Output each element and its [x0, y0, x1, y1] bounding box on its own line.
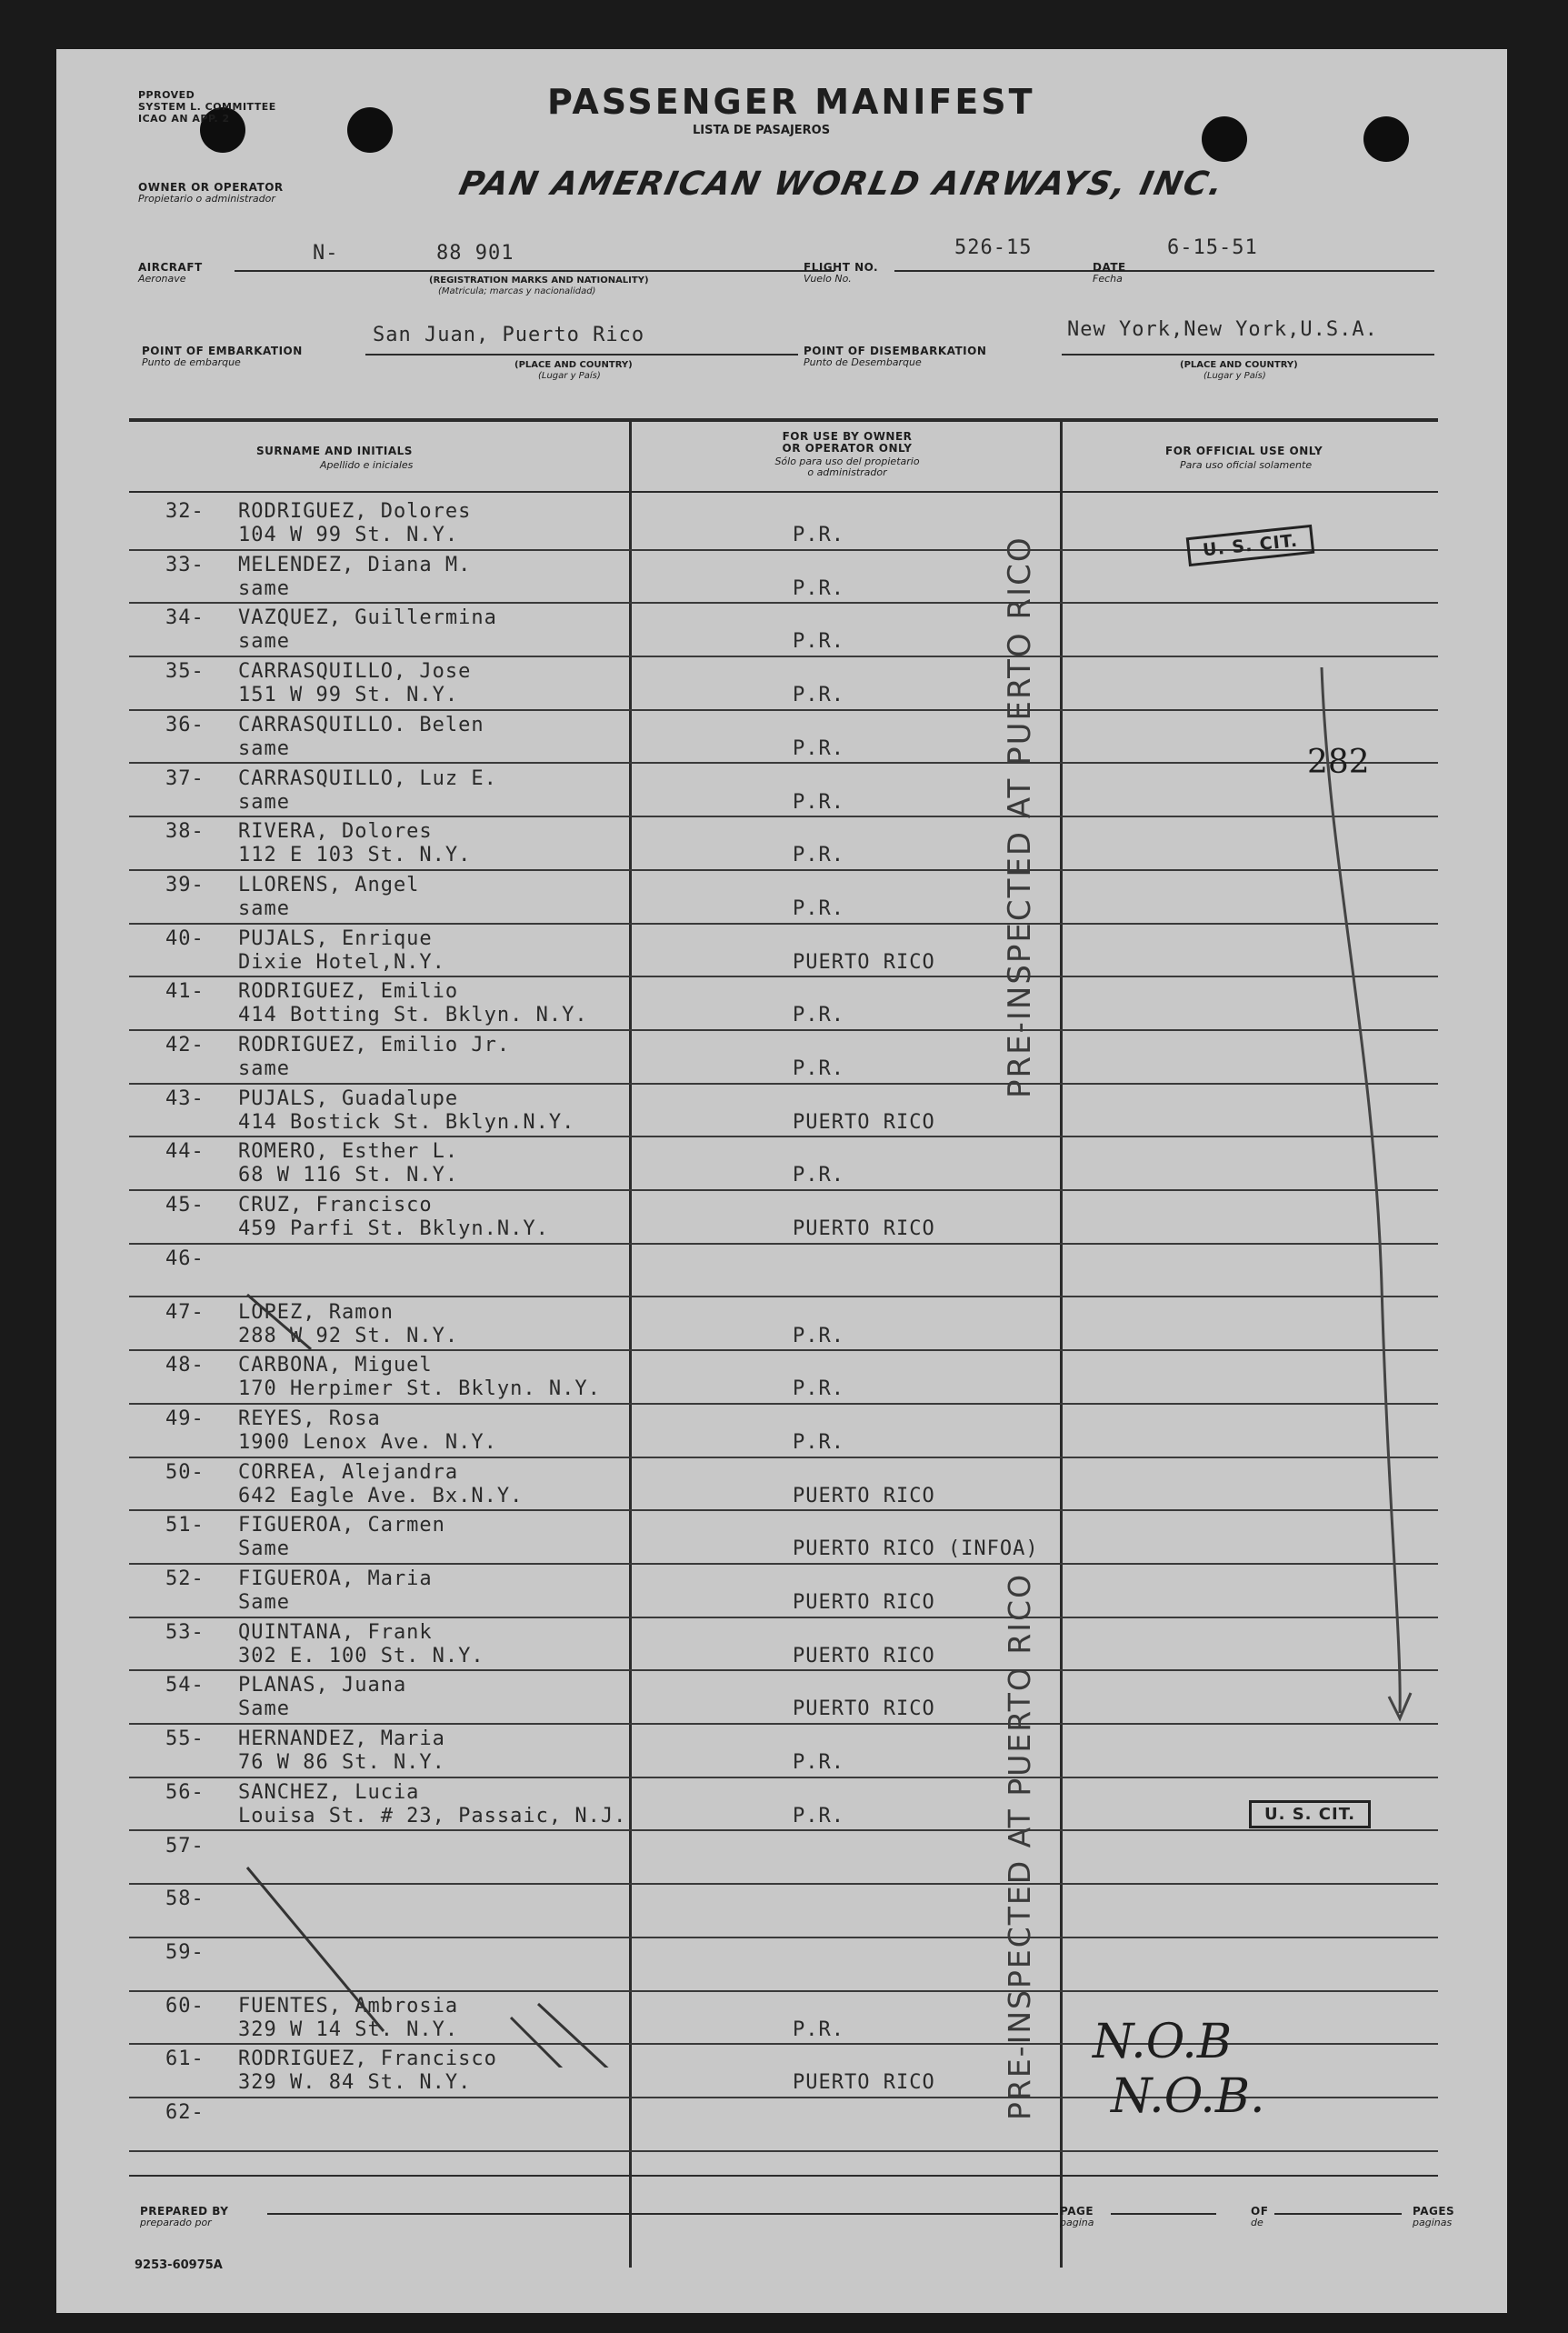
date-underline	[1147, 270, 1434, 272]
owner-remark: P.R.	[793, 1430, 844, 1454]
disembark-place-caption: (PLACE AND COUNTRY)	[1180, 360, 1298, 370]
passenger-name: RODRIGUEZ, Emilio	[238, 980, 459, 1004]
owner-remark: P.R.	[793, 896, 844, 920]
owner-label-es: Propietario o administrador	[138, 193, 275, 205]
owner-remark: PUERTO RICO	[793, 950, 935, 974]
col-surname-header: SURNAME AND INITIALS	[256, 445, 413, 457]
passenger-name: RODRIGUEZ, Francisco	[238, 2048, 497, 2071]
manifest-page	[56, 49, 1507, 2313]
row-number: 44-	[165, 1140, 205, 1164]
col-owner-header-line-2: OR OPERATOR ONLY	[782, 442, 913, 455]
row-number: 54-	[165, 1674, 205, 1697]
passenger-address: Same	[238, 1697, 290, 1721]
blank-row-slashes	[165, 1249, 893, 2071]
approval-line-1: PPROVED	[138, 89, 195, 101]
owner-remark: P.R.	[793, 684, 844, 707]
passenger-name: ROMERO, Esther L.	[238, 1140, 459, 1164]
owner-remark: P.R.	[793, 736, 844, 760]
owner-remark: PUERTO RICO (INFOA)	[793, 1537, 1039, 1561]
embarkation-label-es: Punto de embarque	[142, 356, 241, 368]
page-label: PAGE	[1060, 2205, 1094, 2218]
passenger-name: FIGUEROA, Carmen	[238, 1514, 445, 1537]
aircraft-label-es: Aeronave	[138, 273, 186, 285]
row-number: 52-	[165, 1567, 205, 1590]
embarkation-underline	[365, 354, 798, 355]
handwritten-nob-1: N.O.B	[1093, 2015, 1233, 2069]
pages-label: PAGES	[1413, 2205, 1455, 2218]
disembarkation-label-es: Punto de Desembarque	[804, 356, 922, 368]
registration-caption: (REGISTRATION MARKS AND NATIONALITY)	[429, 275, 649, 285]
passenger-name: FIGUEROA, Maria	[238, 1567, 433, 1590]
owner-remark: PUERTO RICO	[793, 1644, 935, 1667]
punch-hole	[1363, 116, 1409, 162]
row-number: 45-	[165, 1194, 205, 1217]
owner-remark: PUERTO RICO	[793, 2071, 935, 2095]
col-owner-header	[747, 431, 947, 455]
date-label-es: Fecha	[1093, 273, 1123, 285]
passenger-address: same	[238, 896, 290, 920]
passenger-address: 414 Bostick St. Bklyn.N.Y.	[238, 1110, 575, 1134]
passenger-address: 68 W 116 St. N.Y.	[238, 1164, 459, 1187]
prepared-by-line	[267, 2213, 1058, 2215]
passenger-address: 459 Parfi St. Bklyn.N.Y.	[238, 1217, 549, 1241]
row-number: 39-	[165, 873, 205, 896]
passenger-address: same	[238, 736, 290, 760]
owner-remark: P.R.	[793, 576, 844, 600]
disembarkation-label: POINT OF DISEMBARKATION	[804, 345, 987, 357]
passenger-address: 329 W 14 St. N.Y.	[238, 2018, 459, 2041]
form-title: PASSENGER MANIFEST	[547, 82, 1035, 122]
disembark-place-caption-es: (Lugar y País)	[1203, 371, 1266, 381]
passenger-name: PUJALS, Guadalupe	[238, 1086, 459, 1110]
passenger-name: CARRASQUILLO, Jose	[238, 660, 472, 684]
passenger-address: Same	[238, 1537, 290, 1561]
owner-remark: P.R.	[793, 1004, 844, 1027]
operator-name: PAN AMERICAN WORLD AIRWAYS, INC.	[455, 165, 1228, 203]
owner-remark: P.R.	[793, 2018, 844, 2041]
of-label: OF	[1251, 2205, 1269, 2218]
owner-remark: PUERTO RICO	[793, 1484, 935, 1507]
passenger-address: Same	[238, 1591, 290, 1614]
registration-caption-es: (Matricula; marcas y nacionalidad)	[438, 286, 596, 296]
passenger-name: RIVERA, Dolores	[238, 820, 433, 844]
col-surname-header-es: Apellido e iniciales	[320, 459, 414, 471]
embarkation-label: POINT OF EMBARKATION	[142, 345, 303, 357]
passenger-name: CARBONA, Miguel	[238, 1354, 433, 1377]
row-number: 40-	[165, 926, 205, 950]
flight-label-es: Vuelo No.	[804, 273, 852, 285]
footer-top-rule	[129, 2175, 1438, 2177]
col-owner-header-es-line-1: Sólo para uso del propietario	[774, 456, 920, 467]
col-official-header-es: Para uso oficial solamente	[1180, 459, 1313, 471]
form-code: 9253-60975A	[135, 2258, 223, 2272]
form-subtitle: LISTA DE PASAJEROS	[693, 124, 831, 137]
passenger-address: 288 W 92 St. N.Y.	[238, 1324, 459, 1347]
owner-remark: P.R.	[793, 524, 844, 546]
aircraft-label: AIRCRAFT	[138, 261, 203, 274]
row-number: 62-	[165, 2101, 205, 2124]
passenger-name: SANCHEZ, Lucia	[238, 1780, 420, 1804]
owner-remark: P.R.	[793, 1057, 844, 1080]
us-citizen-stamp-bottom: U. S. CIT.	[1249, 1800, 1371, 1828]
passenger-address: 642 Eagle Ave. Bx.N.Y.	[238, 1484, 524, 1507]
row-rule	[129, 2150, 1438, 2152]
disembarkation-place: New York,New York,U.S.A.	[1067, 318, 1378, 341]
aircraft-prefix: N-	[313, 242, 339, 265]
row-number: 41-	[165, 980, 205, 1004]
row-number: 38-	[165, 820, 205, 844]
page-count-note: 282	[1307, 744, 1370, 781]
passenger-name: RODRIGUEZ, Emilio Jr.	[238, 1034, 511, 1056]
passenger-name: MELENDEZ, Diana M.	[238, 553, 472, 576]
passenger-address: Louisa St. # 23, Passaic, N.J.	[238, 1804, 627, 1827]
page-label-es: pagina	[1060, 2217, 1094, 2228]
preinspected-stamp-1: PRE-INSPECTED AT PUERTO RICO	[1002, 536, 1038, 1098]
row-number: 61-	[165, 2048, 205, 2071]
handwritten-nob-2: N.O.B.	[1111, 2069, 1265, 2124]
owner-label: OWNER OR OPERATOR	[138, 181, 284, 194]
passenger-name: CARRASQUILLO, Luz E.	[238, 766, 497, 790]
passenger-name: VAZQUEZ, Guillermina	[238, 606, 497, 630]
row-number: 59-	[165, 1940, 205, 1964]
row-number: 49-	[165, 1407, 205, 1430]
row-number: 57-	[165, 1834, 205, 1857]
punch-hole	[1202, 116, 1247, 162]
passenger-name: RODRIGUEZ, Dolores	[238, 500, 472, 523]
passenger-address: same	[238, 576, 290, 600]
row-number: 37-	[165, 766, 205, 790]
owner-remark: P.R.	[793, 1377, 844, 1401]
passenger-name: CRUZ, Francisco	[238, 1194, 433, 1217]
row-number: 56-	[165, 1780, 205, 1804]
pages-label-es: paginas	[1413, 2217, 1453, 2228]
passenger-name: LLORENS, Angel	[238, 873, 420, 896]
owner-remark: P.R.	[793, 1804, 844, 1827]
passenger-address: 1900 Lenox Ave. N.Y.	[238, 1430, 497, 1454]
row-number: 55-	[165, 1727, 205, 1751]
passenger-address: 151 W 99 St. N.Y.	[238, 684, 459, 707]
approval-line-3: ICAO AN APP. 2	[138, 113, 230, 125]
passenger-address: 76 W 86 St. N.Y.	[238, 1751, 445, 1775]
col-owner-header-es-line-2: o administrador	[807, 466, 887, 478]
passenger-name: FUENTES, Ambrosia	[238, 1994, 459, 2018]
preinspected-stamp-2: PRE-INSPECTED AT PUERTO RICO	[1002, 1572, 1037, 2120]
prepared-by-label: PREPARED BY	[140, 2205, 229, 2218]
row-number: 33-	[165, 553, 205, 576]
bracket-line	[1238, 595, 1474, 1777]
passenger-address: 104 W 99 St. N.Y.	[238, 524, 459, 546]
row-number: 36-	[165, 713, 205, 736]
punch-hole	[347, 107, 393, 153]
passenger-address: Dixie Hotel,N.Y.	[238, 950, 445, 974]
embark-place-caption: (PLACE AND COUNTRY)	[514, 360, 633, 370]
embarkation-place: San Juan, Puerto Rico	[373, 324, 645, 346]
passenger-address: 170 Herpimer St. Bklyn. N.Y.	[238, 1377, 601, 1401]
aircraft-underline	[235, 270, 834, 272]
approval-line-2: SYSTEM L. COMMITTEE	[138, 101, 276, 113]
owner-remark: P.R.	[793, 1324, 844, 1347]
passenger-name: PUJALS, Enrique	[238, 926, 433, 950]
aircraft-number: 88 901	[436, 242, 514, 265]
owner-remark: P.R.	[793, 630, 844, 654]
row-number: 53-	[165, 1620, 205, 1644]
page-line	[1111, 2213, 1216, 2215]
row-number: 50-	[165, 1460, 205, 1484]
passenger-address: same	[238, 790, 290, 814]
passenger-name: CARRASQUILLO. Belen	[238, 713, 484, 736]
approval-note	[138, 89, 320, 125]
us-citizen-stamp-top: U. S. CIT.	[1186, 525, 1315, 566]
owner-remark: P.R.	[793, 790, 844, 814]
row-number: 34-	[165, 606, 205, 630]
disembarkation-underline	[1062, 354, 1434, 355]
passenger-address: 329 W. 84 St. N.Y.	[238, 2071, 472, 2095]
row-number: 48-	[165, 1354, 205, 1377]
passenger-name: QUINTANA, Frank	[238, 1620, 433, 1644]
passenger-name: HERNANDEZ, Maria	[238, 1727, 445, 1751]
of-line	[1274, 2213, 1402, 2215]
col-owner-header-es	[747, 456, 947, 478]
passenger-name: PLANAS, Juana	[238, 1674, 407, 1697]
owner-remark: P.R.	[793, 844, 844, 867]
row-number: 51-	[165, 1514, 205, 1537]
passenger-address: same	[238, 630, 290, 654]
row-number: 42-	[165, 1034, 205, 1056]
owner-remark: PUERTO RICO	[793, 1697, 935, 1721]
row-number: 43-	[165, 1086, 205, 1110]
of-label-es: de	[1251, 2217, 1263, 2228]
passenger-name: REYES, Rosa	[238, 1407, 381, 1430]
owner-remark: PUERTO RICO	[793, 1110, 935, 1134]
passenger-address: 302 E. 100 St. N.Y.	[238, 1644, 484, 1667]
embark-place-caption-es: (Lugar y País)	[538, 371, 601, 381]
owner-remark: P.R.	[793, 1751, 844, 1775]
row-number: 60-	[165, 1994, 205, 2018]
row-number: 58-	[165, 1887, 205, 1911]
col-owner-header-line-1: FOR USE BY OWNER	[782, 430, 913, 443]
header-bottom-rule	[129, 491, 1438, 493]
table-top-rule	[129, 418, 1438, 422]
passenger-address: 112 E 103 St. N.Y.	[238, 844, 472, 867]
passenger-address: same	[238, 1057, 290, 1080]
flight-label: FLIGHT NO.	[804, 261, 879, 274]
owner-remark: PUERTO RICO	[793, 1217, 935, 1241]
date-label: DATE	[1093, 261, 1126, 274]
passenger-address: 414 Botting St. Bklyn. N.Y.	[238, 1004, 588, 1027]
passenger-name: CORREA, Alejandra	[238, 1460, 459, 1484]
passenger-name: LOPEZ, Ramon	[238, 1300, 394, 1324]
flight-number: 526-15	[954, 236, 1033, 259]
row-number: 46-	[165, 1247, 205, 1270]
prepared-by-label-es: preparado por	[140, 2217, 212, 2228]
row-number: 47-	[165, 1300, 205, 1324]
row-number: 35-	[165, 660, 205, 684]
flight-date: 6-15-51	[1167, 236, 1258, 259]
owner-remark: P.R.	[793, 1164, 844, 1187]
owner-remark: PUERTO RICO	[793, 1591, 935, 1614]
row-number: 32-	[165, 500, 205, 523]
col-official-header: FOR OFFICIAL USE ONLY	[1165, 445, 1323, 457]
